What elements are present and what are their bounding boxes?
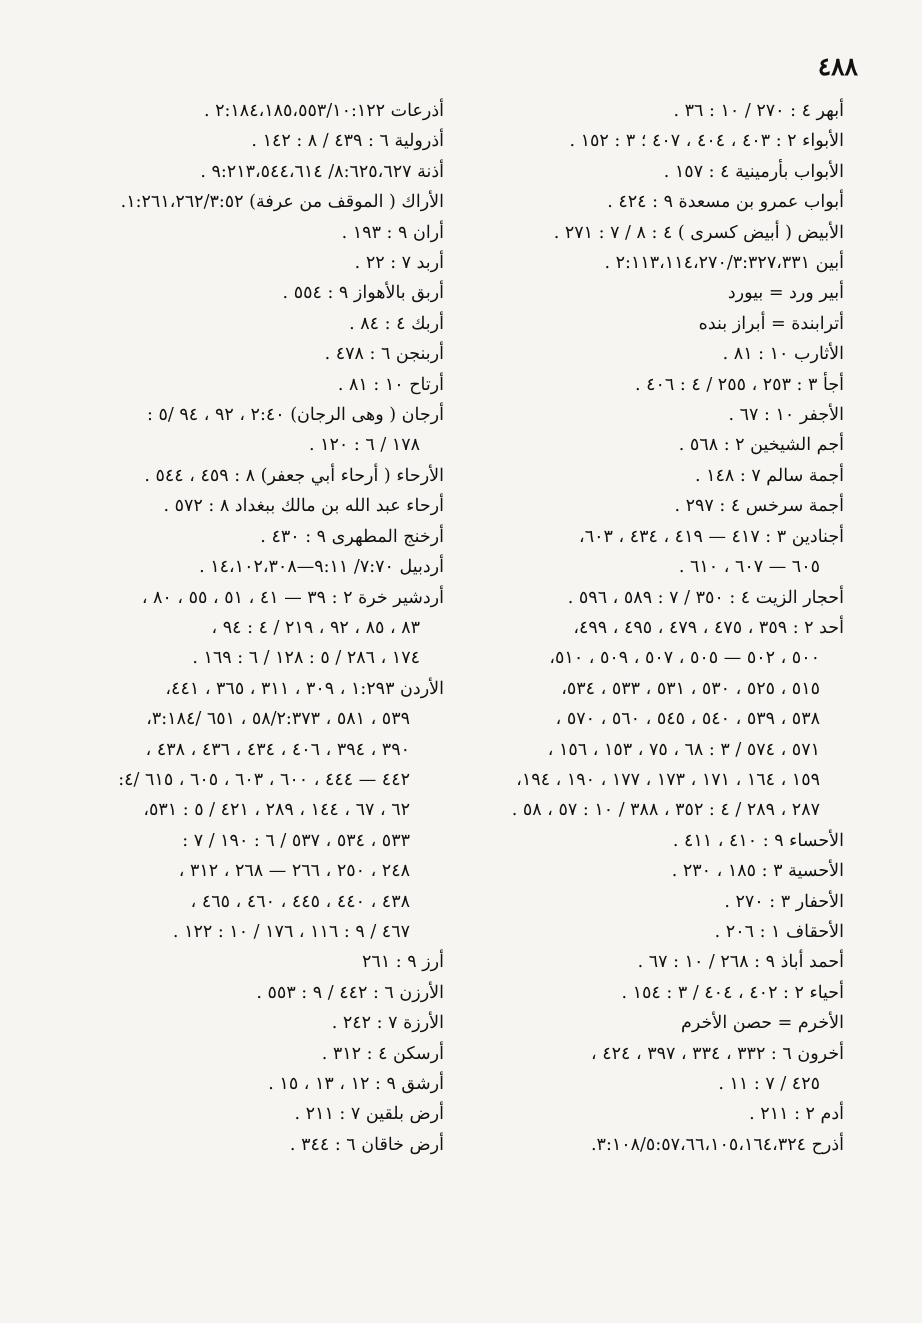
index-entry: أرحاء عبد الله بن مالك ببغداد ٨ : ٥٧٢ .	[163, 496, 444, 517]
index-entry: أردشير خرة ٢ : ٣٩ — ٤١ ، ٥١ ، ٥٥ ، ٨٠ ،	[141, 587, 444, 608]
index-entry-continuation: ١٥٩ ، ١٦٤ ، ١٧١ ، ١٧٣ ، ١٧٧ ، ١٩٠ ، ١٩٤،	[516, 769, 820, 790]
index-entry: أجنادين ٣ : ٤١٧ — ٤١٩ ، ٤٣٤ ، ٦٠٣،	[579, 526, 844, 547]
index-entry-continuation: ٥٧١ ، ٥٧٤ / ٣ : ٦٨ ، ٧٥ ، ١٥٣ ، ١٥٦ ،	[547, 739, 820, 760]
index-entry: أرشق ٩ : ١٢ ، ١٣ ، ١٥ .	[268, 1074, 444, 1094]
index-entry-continuation: ٤٢٥ / ٧ : ١١ .	[718, 1074, 820, 1094]
index-entry-continuation: ٣٩٠ ، ٣٩٤ ، ٤٠٦ ، ٤٣٤ ، ٤٣٦ ، ٤٣٨ ،	[145, 739, 410, 760]
index-entry: أجأ ٣ : ٢٥٣ ، ٢٥٥ / ٤ : ٤٠٦ .	[634, 374, 844, 395]
index-entry: أذرح ٣:١٠٨/٥:٥٧،٦٦،١٠٥،١٦٤،٣٢٤.	[590, 1134, 844, 1155]
index-entry: أرض بلقين ٧ : ٢١١ .	[294, 1104, 444, 1125]
index-entry: أدم ٢ : ٢١١ .	[749, 1104, 844, 1125]
index-entry: أربنجن ٦ : ٤٧٨ .	[324, 344, 444, 365]
index-entry: الأحقاف ١ : ٢٠٦ .	[714, 921, 844, 942]
index-entry: الأردن ١:٢٩٣ ، ٣٠٩ ، ٣١١ ، ٣٦٥ ، ٤٤١،	[165, 678, 444, 699]
index-entry-continuation: ٥٣٨ ، ٥٣٩ ، ٥٤٠ ، ٥٤٥ ، ٥٦٠ ، ٥٧٠ ،	[555, 709, 820, 730]
index-entry: الأجفر ١٠ : ٦٧ .	[728, 405, 844, 426]
index-entry-continuation: ٤٦٧ / ٩ : ١١٦ ، ١٧٦ / ١٠ : ١٢٢ .	[172, 921, 410, 942]
index-entry: أبين ٢:١١٣،١١٤،٢٧٠/٣:٣٢٧،٣٣١ .	[604, 253, 844, 274]
index-entry: الأخرم = حصن الأخرم	[681, 1013, 844, 1034]
index-entry: أبهر ٤ : ٢٧٠ / ١٠ : ٣٦ .	[673, 101, 844, 121]
index-entry-continuation: ٢٤٨ ، ٢٥٠ ، ٢٦٦ — ٢٦٨ ، ٣١٢ ،	[178, 861, 410, 882]
index-entry-continuation: ٦٠٥ — ٦٠٧ ، ٦١٠ .	[678, 557, 820, 578]
index-entry: الأحفار ٣ : ٢٧٠ .	[724, 891, 844, 912]
index-entry-continuation: ٤٤٢ — ٤٤٤ ، ٦٠٠ ، ٦٠٣ ، ٦٠٥ ، ٦١٥ /٤:	[118, 769, 410, 790]
index-entry: الأحساء ٩ : ٤١٠ ، ٤١١ .	[672, 830, 844, 851]
index-entry: أبواب عمرو بن مسعدة ٩ : ٤٢٤ .	[607, 192, 844, 213]
index-entry: أرز ٩ : ٢٦١	[362, 952, 444, 973]
index-entry-continuation: ٥٣٣ ، ٥٣٤ ، ٥٣٧ / ٦ : ١٩٠ / ٧ :	[182, 830, 410, 851]
page-number: ٤٨٨	[817, 52, 858, 81]
index-entry: أرض خاقان ٦ : ٣٤٤ .	[289, 1134, 444, 1155]
index-entry: أجمة سالم ٧ : ١٤٨ .	[694, 465, 844, 486]
index-entry: أبير ورد = بيورد	[727, 283, 844, 304]
index-entry: أرجان ( وهى الرجان) ٢:٤٠ ، ٩٢ ، ٩٤ /٥ :	[147, 405, 444, 426]
right-index-column	[474, 96, 844, 1160]
index-entry-continuation: ١٧٤ ، ٢٨٦ / ٥ : ١٢٨ / ٦ : ١٦٩ .	[192, 648, 420, 669]
index-entry: أربك ٤ : ٨٤ .	[349, 313, 444, 334]
index-entry-continuation: ٨٣ ، ٨٥ ، ٩٢ ، ٢١٩ / ٤ : ٩٤ ،	[211, 617, 420, 638]
index-entry: الأراك ( الموقف من عرفة) ١:٢٦١،٢٦٢/٣:٥٢.	[120, 192, 444, 213]
index-entry: أجم الشيخين ٢ : ٥٦٨ .	[678, 435, 844, 456]
index-entry: أرتاح ١٠ : ٨١ .	[337, 374, 444, 395]
index-entry: أخرون ٦ : ٣٣٢ ، ٣٣٤ ، ٣٩٧ ، ٤٢٤ ،	[590, 1043, 844, 1064]
index-entry-continuation: ٤٣٨ ، ٤٤٠ ، ٤٤٥ ، ٤٦٠ ، ٤٦٥ ،	[190, 891, 410, 912]
index-entry: أذنة ٨:٦٢٥،٦٢٧/ ٩:٢١٣،٥٤٤،٦١٤ .	[200, 161, 444, 182]
index-entry: أحمد أباذ ٩ : ٢٦٨ / ١٠ : ٦٧ .	[637, 952, 844, 973]
index-entry: أرخنج المطهرى ٩ : ٤٣٠ .	[260, 526, 444, 547]
index-entry: أذرعات ٢:١٨٤،١٨٥،٥٥٣/١٠:١٢٢ .	[203, 101, 444, 121]
index-entry: أرسكن ٤ : ٣١٢ .	[321, 1043, 444, 1064]
index-entry: الأرزن ٦ : ٤٤٢ / ٩ : ٥٥٣ .	[256, 982, 444, 1003]
index-entry-continuation: ٥١٥ ، ٥٢٥ ، ٥٣٠ ، ٥٣١ ، ٥٣٣ ، ٥٣٤،	[561, 678, 820, 699]
index-entry: أترابندة = أبراز بنده	[698, 313, 844, 334]
index-entry: الأرزة ٧ : ٢٤٢ .	[331, 1013, 444, 1034]
index-entry: أجمة سرخس ٤ : ٢٩٧ .	[674, 496, 844, 517]
index-entry: أران ٩ : ١٩٣ .	[341, 222, 444, 243]
index-entry: الأبواء ٢ : ٤٠٣ ، ٤٠٤ ، ٤٠٧ ؛ ٣ : ١٥٢ .	[569, 131, 844, 152]
index-entry-continuation: ٥٣٩ ، ٥٨١ ، ٥٨/٢:٣٧٣ ، ٦٥١ /٣:١٨٤،	[146, 709, 410, 730]
index-entry: الأحسية ٣ : ١٨٥ ، ٢٣٠ .	[671, 861, 844, 882]
index-entry: أحجار الزيت ٤ : ٣٥٠ / ٧ : ٥٨٩ ، ٥٩٦ .	[567, 587, 844, 608]
index-entry-continuation: ٢٨٧ ، ٢٨٩ / ٤ : ٣٥٢ ، ٣٨٨ / ١٠ : ٥٧ ، ٥٨ .	[511, 800, 820, 821]
index-entry-continuation: ٥٠٠ ، ٥٠٢ — ٥٠٥ ، ٥٠٧ ، ٥٠٩ ، ٥١٠،	[549, 648, 820, 669]
index-entry: أذرولية ٦ : ٤٣٩ / ٨ : ١٤٢ .	[251, 131, 444, 152]
index-entry-continuation: ١٧٨ / ٦ : ١٢٠ .	[308, 435, 420, 456]
index-entry: أربق بالأهواز ٩ : ٥٥٤ .	[282, 283, 444, 304]
index-entry: أربد ٧ : ٢٢ .	[354, 253, 444, 274]
index-entry-continuation: ٦٢ ، ٦٧ ، ١٤٤ ، ٢٨٩ ، ٤٢١ / ٥ : ٥٣١،	[143, 800, 410, 821]
index-entry: أحد ٢ : ٣٥٩ ، ٤٧٥ ، ٤٧٩ ، ٤٩٥ ، ٤٩٩،	[573, 617, 844, 638]
left-index-column	[78, 96, 444, 1160]
index-entry: الأبيض ( أبيض كسرى ) ٤ : ٨ / ٧ : ٢٧١ .	[553, 222, 844, 243]
index-entry: الأبواب بأرمينية ٤ : ١٥٧ .	[663, 161, 844, 182]
index-entry: الأرحاء ( أرحاء أبي جعفر) ٨ : ٤٥٩ ، ٥٤٤ .	[144, 465, 444, 486]
index-entry: أردبيل ٧:٧٠/ ٩:١١—١٤،١٠٢،٣٠٨ .	[199, 557, 444, 578]
index-entry: أحياء ٢ : ٤٠٢ ، ٤٠٤ / ٣ : ١٥٤ .	[621, 982, 844, 1003]
index-entry: الأثارب ١٠ : ٨١ .	[722, 344, 844, 365]
